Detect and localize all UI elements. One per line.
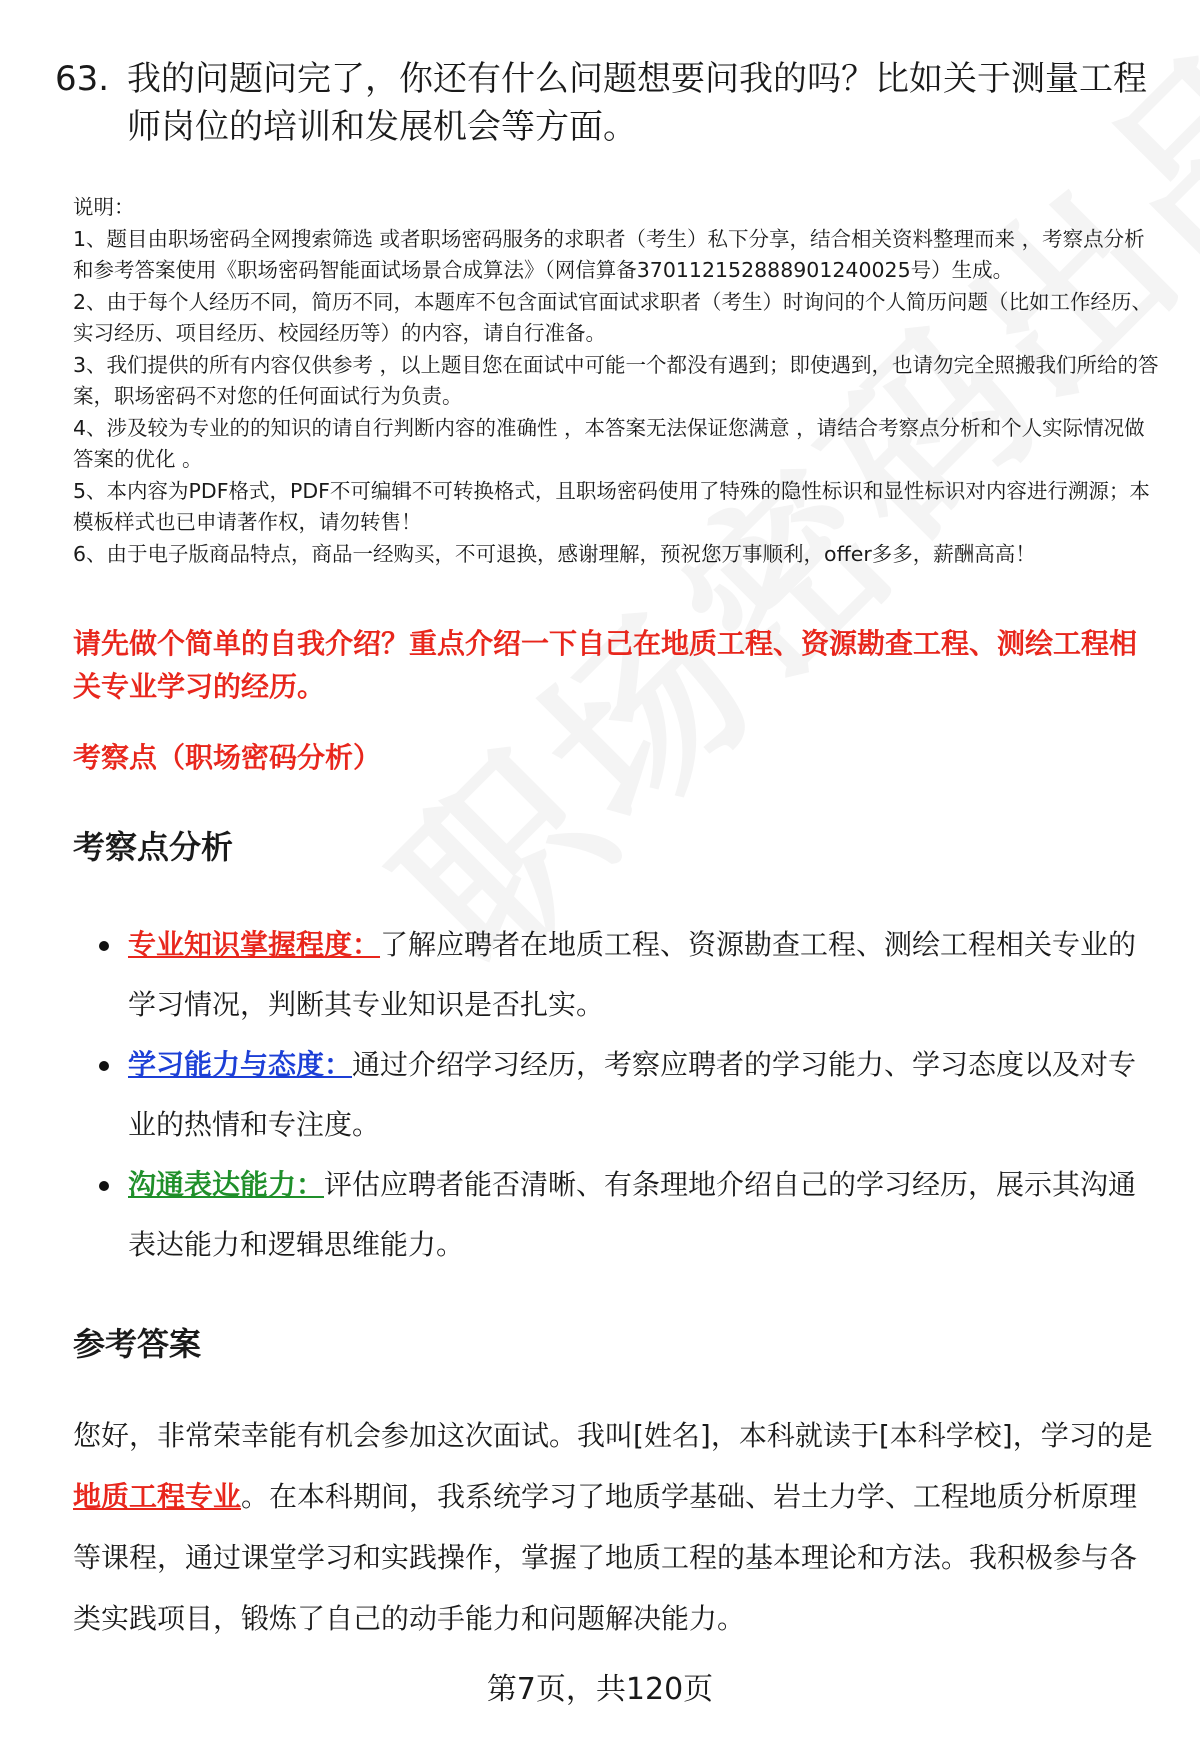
- answer-part2: 。在本科期间，我系统学习了地质学基础、岩土力学、工程地质分析原理等课程，通过课堂学习和实践操作，掌握了地质工程的基本理论和方法。我积极参与各类实践项目，锻炼了自己的动手能力和问题解决能力。: [73, 1480, 1138, 1635]
- interview-question: 请先做个简单的自我介绍？重点介绍一下自己在地质工程、资源勘查工程、测绘工程相关专业学习的经历。: [73, 627, 1138, 703]
- answer-part1: 您好，非常荣幸能有机会参加这次面试。我叫[姓名]，本科就读于[本科学校]，学习的是: [73, 1419, 1153, 1452]
- bullet-icon: [99, 1061, 109, 1071]
- question-text: 我的问题问完了，你还有什么问题想要问我的吗？比如关于测量工程师岗位的培训和发展机会等方面。: [127, 59, 1147, 147]
- analysis-text: 评估应聘者能否清晰、有条理地介绍自己的学习经历，展示其沟通表达能力和逻辑思维能力。: [128, 1168, 1137, 1261]
- kaochadian-label: 考察点（职场密码分析）: [73, 741, 382, 774]
- note-item: 6、由于电子版商品特点，商品一经购买，不可退换，感谢理解，预祝您万事顺利，offer多多，薪酬高高！: [73, 541, 1036, 566]
- page-footer: 第7页，共120页: [486, 1672, 714, 1707]
- analysis-item: [73, 1035, 1163, 1155]
- note-item: 1、题目由职场密码全网搜索筛选 或者职场密码服务的求职者（考生）私下分享，结合相关资料整理而来 ，考察点分析和参考答案使用《职场密码智能面试场景合成算法》（网信算备370112152888901240025号）生成。: [73, 226, 1145, 282]
- analysis-text: 了解应聘者在地质工程、资源勘查工程、测绘工程相关专业的学习情况，判断其专业知识是否扎实。: [128, 928, 1137, 1021]
- analysis-item: [73, 915, 1163, 1035]
- note-item: 4、涉及较为专业的的知识的请自行判断内容的准确性 ，本答案无法保证您满意 ，请结合考察点分析和个人实际情况做答案的优化 。: [73, 415, 1145, 471]
- note-item: 5、本内容为PDF格式，PDF不可编辑不可转换格式，且职场密码使用了特殊的隐性标识和显性标识对内容进行溯源；本模板样式也已申请著作权，请勿转售！: [73, 478, 1150, 534]
- analysis-item: [73, 1155, 1163, 1275]
- analysis-list: [73, 915, 1163, 1275]
- analysis-key: 学习能力与态度：: [128, 1048, 353, 1081]
- note-item: 3、我们提供的所有内容仅供参考 ，以上题目您在面试中可能一个都没有遇到；即使遇到，也请勿完全照搬我们所给的答案，职场密码不对您的任何面试行为负责。: [73, 352, 1159, 408]
- answer-highlight: 地质工程专业: [73, 1480, 242, 1513]
- question-number: 63.: [55, 59, 110, 99]
- analysis-text: 通过介绍学习经历，考察应聘者的学习能力、学习态度以及对专业的热情和专注度。: [128, 1048, 1137, 1141]
- analysis-key: 沟通表达能力：: [128, 1168, 325, 1201]
- answer-body: [73, 1405, 1163, 1649]
- question-header: [55, 55, 1165, 151]
- analysis-heading: 考察点分析: [73, 828, 234, 866]
- answer-heading: 参考答案: [73, 1325, 202, 1363]
- notes-section: [73, 192, 1163, 570]
- notes-title: 说明：: [73, 195, 135, 219]
- bullet-icon: [99, 1181, 109, 1191]
- bullet-icon: [99, 941, 109, 951]
- analysis-key: 专业知识掌握程度：: [128, 928, 381, 961]
- note-item: 2、由于每个人经历不同，简历不同，本题库不包含面试官面试求职者（考生）时询问的个人简历问题（比如工作经历、实习经历、项目经历、校园经历等）的内容，请自行准备。: [73, 289, 1153, 345]
